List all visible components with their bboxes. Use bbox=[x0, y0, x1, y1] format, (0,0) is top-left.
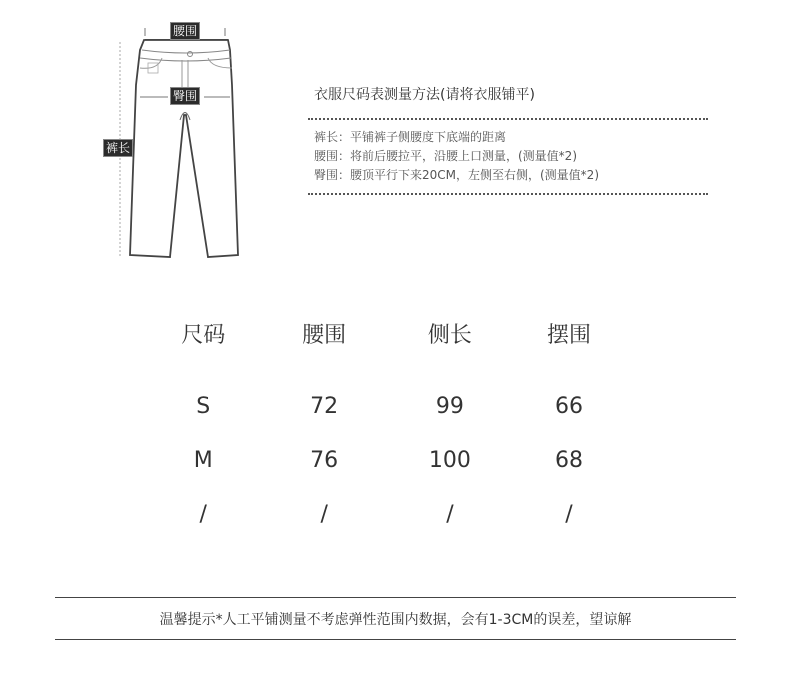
cell-waist: 76 bbox=[310, 447, 339, 473]
pants-measurement-diagram bbox=[100, 10, 260, 270]
size-table bbox=[160, 315, 640, 541]
cell-size: / bbox=[199, 501, 207, 527]
cell-side-length: 99 bbox=[435, 393, 464, 419]
cell-hem: / bbox=[565, 501, 573, 527]
method-line-waist: 腰围：将前后腰拉平，沿腰上口测量，(测量值*2) bbox=[314, 149, 577, 163]
method-line-length: 裤长：平铺裤子侧腰度下底端的距离 bbox=[314, 130, 507, 144]
header-size: 尺码 bbox=[181, 322, 226, 348]
cell-side-length: 100 bbox=[428, 447, 471, 473]
method-instructions bbox=[314, 128, 708, 185]
cell-size: S bbox=[196, 393, 211, 419]
method-line-hip: 臀围：腰顶平行下来20CM，左侧至右侧，(测量值*2) bbox=[314, 168, 600, 182]
waist-label: 腰围 bbox=[170, 22, 200, 40]
table-header-row bbox=[160, 315, 640, 351]
header-side-length: 侧长 bbox=[427, 322, 472, 348]
cell-side-length: / bbox=[446, 501, 454, 527]
table-row bbox=[160, 379, 640, 433]
footer-note: 温馨提示*人工平铺测量不考虑弹性范围内数据，会有1-3CM的误差，望谅解 bbox=[159, 611, 632, 628]
dotted-divider-bottom bbox=[308, 193, 708, 195]
method-title: 衣服尺码表测量方法(请将衣服铺平) bbox=[314, 87, 535, 103]
header-hem: 摆围 bbox=[546, 322, 591, 348]
length-label: 裤长 bbox=[103, 139, 133, 157]
header-waist: 腰围 bbox=[302, 322, 347, 348]
cell-hem: 68 bbox=[554, 447, 583, 473]
cell-waist: 72 bbox=[310, 393, 339, 419]
footer-note-bar bbox=[55, 597, 736, 640]
cell-waist: / bbox=[320, 501, 328, 527]
dotted-divider-top bbox=[308, 118, 708, 120]
table-row bbox=[160, 433, 640, 487]
table-row bbox=[160, 487, 640, 541]
cell-hem: 66 bbox=[554, 393, 583, 419]
hip-label: 臀围 bbox=[170, 87, 200, 105]
measurement-method-section bbox=[308, 80, 708, 195]
cell-size: M bbox=[193, 447, 213, 473]
